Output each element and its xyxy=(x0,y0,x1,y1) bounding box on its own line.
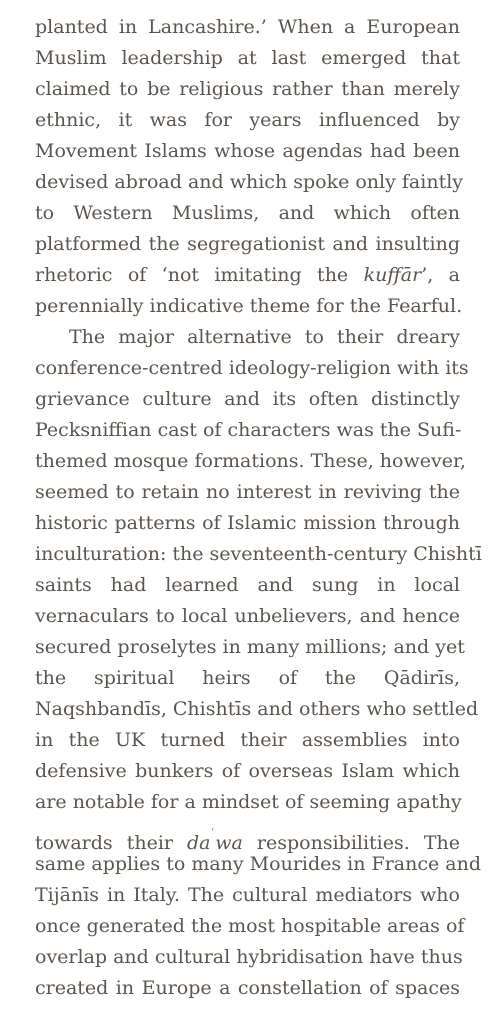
text-segment: in the UK turned their assemblies into xyxy=(35,729,460,751)
text-segment: The major alternative to their dreary xyxy=(69,326,460,348)
italic-term: wa xyxy=(215,832,243,854)
text-segment: perennially indicative theme for the Fearful. xyxy=(35,295,463,317)
text-segment: ethnic, it was for years influenced by xyxy=(35,109,460,131)
text-segment: seemed to retain no interest in reviving the xyxy=(35,481,460,503)
text-segment: Pecksniffian cast of characters was the Sufi- xyxy=(35,419,462,441)
text-line xyxy=(35,74,460,105)
text-segment: conference-centred ideology-religion with its xyxy=(35,357,469,379)
text-segment: secured proselytes in many millions; and yet xyxy=(35,636,465,658)
text-line xyxy=(35,973,460,1004)
italic-term: kuffār xyxy=(363,264,422,286)
text-line xyxy=(35,415,460,446)
text-line xyxy=(35,725,460,756)
text-segment: inculturation: the seventeenth-century Chishtī xyxy=(35,543,482,565)
text-line xyxy=(35,260,460,291)
text-line xyxy=(35,167,464,198)
text-line xyxy=(35,477,460,508)
text-segment: to Western Muslims, and which often xyxy=(35,202,460,224)
text-segment: grievance culture and its often distinctly xyxy=(35,388,460,410)
text-segment: overlap and cultural hybridisation have thus xyxy=(35,946,463,968)
paragraph xyxy=(35,322,482,1004)
text-segment: devised abroad and which spoke only faintly xyxy=(35,171,464,193)
text-segment: historic patterns of Islamic mission through xyxy=(35,512,460,534)
text-segment: Tijānīs in Italy. The cultural mediators who xyxy=(35,884,460,906)
text-line xyxy=(35,849,482,880)
text-line xyxy=(35,570,460,601)
text-segment: created in Europe a constellation of spaces xyxy=(35,977,460,999)
text-segment: same applies to many Mourides in France and xyxy=(35,853,482,875)
text-segment: once generated the most hospitable areas of xyxy=(35,915,465,937)
text-line xyxy=(35,694,479,725)
text-line xyxy=(35,911,465,942)
text-segment: responsibilities. The xyxy=(242,832,460,854)
text-line xyxy=(35,880,460,911)
text-line xyxy=(35,539,482,570)
paragraph xyxy=(35,12,464,322)
text-line xyxy=(35,632,465,663)
text-line xyxy=(35,136,460,167)
text-segment: vernaculars to local unbelievers, and hence xyxy=(35,605,460,627)
text-segment: defensive bunkers of overseas Islam which xyxy=(35,760,460,782)
text-line xyxy=(35,818,460,854)
text-line xyxy=(35,12,460,43)
text-line xyxy=(35,229,460,260)
text-line xyxy=(35,384,460,415)
text-line xyxy=(35,105,460,136)
text-segment: Naqshbandīs, Chishtīs and others who settled xyxy=(35,698,479,720)
text-line xyxy=(35,663,460,694)
text-segment: Muslim leadership at last emerged that xyxy=(35,47,460,69)
text-segment: ’, a xyxy=(421,264,460,286)
text-line xyxy=(35,291,463,322)
ayn-mark: ʿ xyxy=(211,828,215,838)
text-segment: are notable for a mindset of seeming apathy xyxy=(35,791,462,813)
text-line xyxy=(35,353,469,384)
text-line xyxy=(35,322,460,353)
text-segment: rhetoric of ‘not imitating the xyxy=(35,264,364,286)
text-line xyxy=(35,43,460,74)
text-line xyxy=(35,198,460,229)
text-line xyxy=(35,446,467,477)
text-segment: planted in Lancashire.’ When a European xyxy=(35,16,460,38)
text-line xyxy=(35,942,463,973)
text-line xyxy=(35,508,460,539)
text-line xyxy=(35,787,460,818)
book-page xyxy=(35,12,482,1004)
text-segment: saints had learned and sung in local xyxy=(35,574,460,596)
text-segment: themed mosque formations. These, however, xyxy=(35,450,467,472)
text-line xyxy=(35,601,460,632)
text-segment: towards their xyxy=(35,832,188,854)
text-segment: claimed to be religious rather than merely xyxy=(35,78,460,100)
text-segment: platformed the segregationist and insulting xyxy=(35,233,460,255)
text-line xyxy=(35,756,460,787)
italic-term: da xyxy=(187,832,211,854)
text-segment: Movement Islams whose agendas had been xyxy=(35,140,460,162)
text-segment: the spiritual heirs of the Qādirīs, xyxy=(35,667,460,689)
